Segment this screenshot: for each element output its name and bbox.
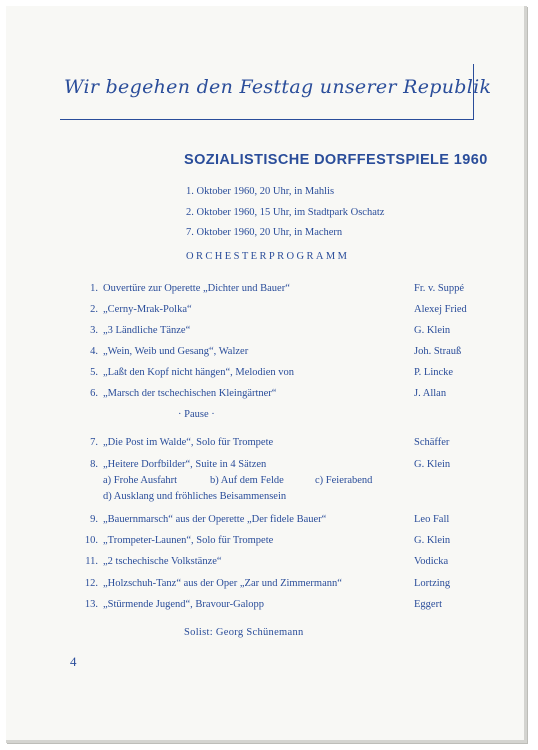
item-composer: Joh. Strauß xyxy=(414,346,462,357)
item-title: „Heitere Dorfbilder“, Suite in 4 Sätzen xyxy=(103,459,267,470)
program-item xyxy=(6,437,524,453)
item-composer: Schäffer xyxy=(414,437,450,448)
item-composer: G. Klein xyxy=(414,325,451,336)
suite-movement: a) Frohe Ausfahrt xyxy=(103,475,178,486)
program-item xyxy=(6,556,524,572)
program-item xyxy=(6,283,524,299)
soloist-line: Solist: Georg Schünemann xyxy=(184,627,304,638)
section-title: ORCHESTERPROGRAMM xyxy=(186,251,350,262)
item-title: „Cerny-Mrak-Polka“ xyxy=(103,304,192,315)
item-number: 7. xyxy=(90,437,98,448)
item-number: 2. xyxy=(90,304,98,315)
item-number: 3. xyxy=(90,325,98,336)
item-number: 4. xyxy=(90,346,98,357)
item-title: „Marsch der tschechischen Kleingärtner“ xyxy=(103,388,277,399)
suite-movement: c) Feierabend xyxy=(315,475,373,486)
program-item xyxy=(6,388,524,404)
intermission-label: · Pause · xyxy=(178,409,215,420)
page-number: 4 xyxy=(70,654,77,669)
item-composer: Vodicka xyxy=(414,556,449,567)
program-item xyxy=(6,514,524,530)
item-number: 6. xyxy=(90,388,98,399)
suite-movement: d) Ausklang und fröhliches Beisammensein xyxy=(103,491,287,502)
item-title: „Trompeter-Launen“, Solo für Trompete xyxy=(103,535,274,546)
item-composer: G. Klein xyxy=(414,535,451,546)
program-item xyxy=(6,459,524,475)
item-number: 1. xyxy=(90,283,98,294)
item-title: „Laßt den Kopf nicht hängen“, Melodien von xyxy=(103,367,294,378)
item-composer: P. Lincke xyxy=(414,367,454,378)
item-title: „Die Post im Walde“, Solo für Trompete xyxy=(103,437,274,448)
suite-movement: b) Auf dem Felde xyxy=(210,475,284,486)
item-title: Ouvertüre zur Operette „Dichter und Bauer“ xyxy=(103,283,290,294)
item-number: 11. xyxy=(85,556,98,567)
event-date-3: 7. Oktober 1960, 20 Uhr, in Machern xyxy=(186,227,343,238)
item-title: „Holzschuh-Tanz“ aus der Oper „Zar und Zimmermann“ xyxy=(103,578,342,589)
item-title: „2 tschechische Volkstänze“ xyxy=(103,556,222,567)
program-item xyxy=(6,367,524,383)
page-sheet xyxy=(6,6,527,743)
program-item xyxy=(6,325,524,341)
item-title: „Stürmende Jugend“, Bravour-Galopp xyxy=(103,599,265,610)
item-composer: G. Klein xyxy=(414,459,451,470)
item-composer: J. Allan xyxy=(414,388,447,399)
title-frame-rule xyxy=(60,119,474,120)
item-number: 13. xyxy=(84,599,98,610)
item-title: „Bauernmarsch“ aus der Operette „Der fidele Bauer“ xyxy=(103,514,327,525)
event-date-1: 1. Oktober 1960, 20 Uhr, in Mahlis xyxy=(186,186,335,197)
program-item xyxy=(6,346,524,362)
item-number: 8. xyxy=(90,459,98,470)
item-number: 12. xyxy=(84,578,98,589)
item-composer: Alexej Fried xyxy=(414,304,467,315)
item-title: „3 Ländliche Tänze“ xyxy=(103,325,191,336)
program-item xyxy=(6,304,524,320)
page-title: Wir begehen den Festtag unserer Republik xyxy=(64,76,492,98)
item-composer: Leo Fall xyxy=(414,514,450,525)
festival-heading: SOZIALISTISCHE DORFFESTSPIELE 1960 xyxy=(184,152,488,168)
item-title: „Wein, Weib und Gesang“, Walzer xyxy=(103,346,249,357)
item-number: 9. xyxy=(90,514,98,525)
event-date-2: 2. Oktober 1960, 15 Uhr, im Stadtpark Oschatz xyxy=(186,207,385,218)
item-composer: Eggert xyxy=(414,599,442,610)
item-number: 5. xyxy=(90,367,98,378)
item-composer: Lortzing xyxy=(414,578,451,589)
program-item xyxy=(6,578,524,594)
item-number: 10. xyxy=(84,535,98,546)
program-item xyxy=(6,599,524,615)
program-item xyxy=(6,535,524,551)
item-composer: Fr. v. Suppé xyxy=(414,283,465,294)
